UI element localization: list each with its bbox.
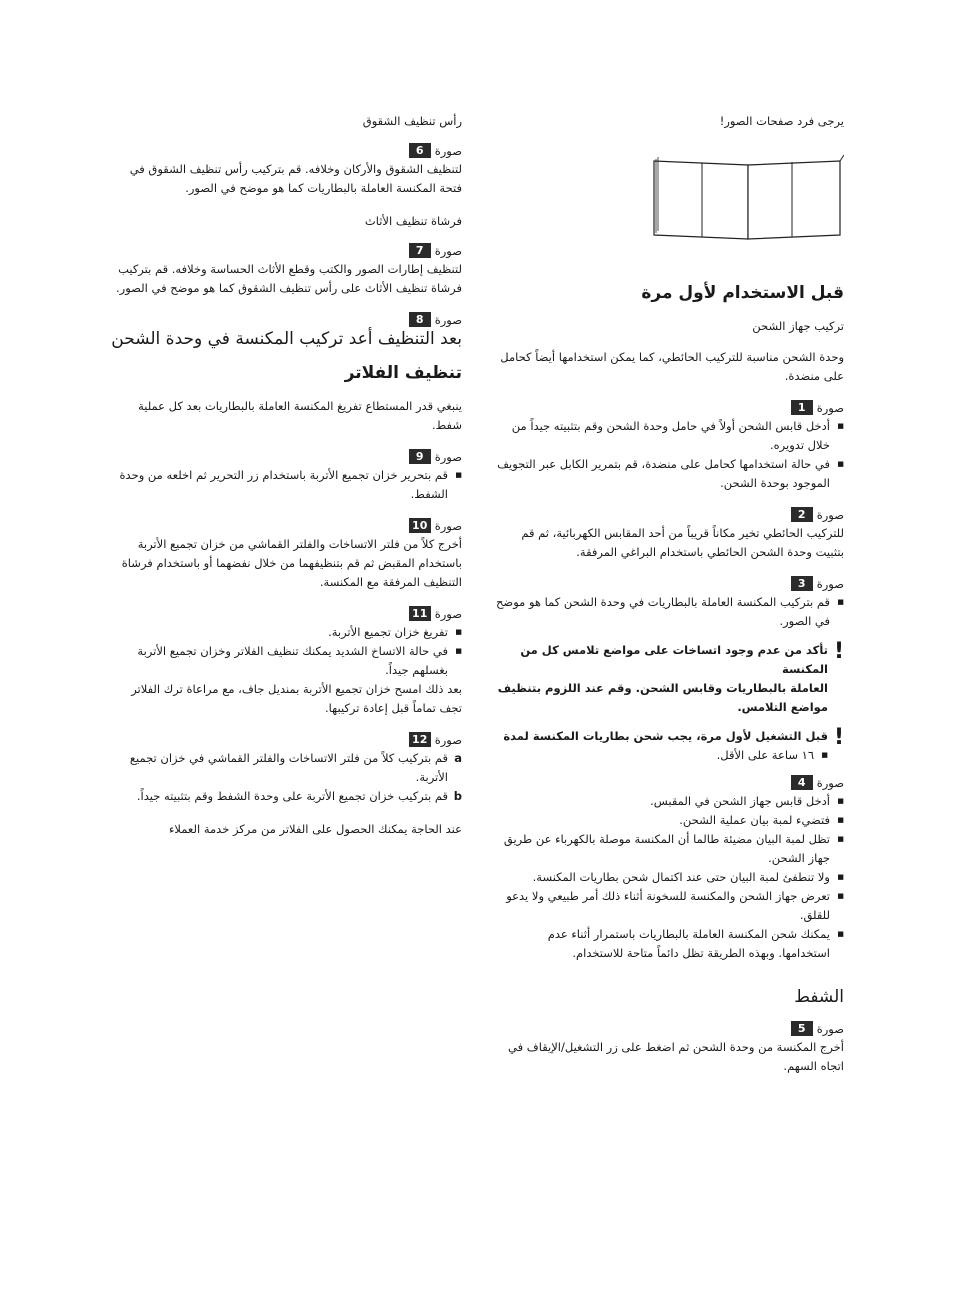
figure-number-badge: 3 [791,576,813,591]
figure-6-text: لتنظيف الشقوق والأركان وخلافه. قم بتركيب رأس تنظيف الشقوق في فتحة المكنسة العاملة بالبطاريات كما هو موضح في الصور. [129,162,462,195]
after-cleaning-title: بعد التنظيف أعد تركيب المكنسة في وحدة الشحن [111,329,462,349]
figure-10-label: صورة 10 [107,518,462,533]
warning-first-charge: ! قبل التشغيل لأول مرة، يجب شحن بطاريات المكنسة لمدة ■ ١٦ ساعة على الأقل. [496,727,844,765]
list-item: ■ فتضيء لمبة بيان عملية الشحن. [496,811,844,830]
figure-number-badge: 2 [791,507,813,522]
left-column [107,112,462,839]
suction-title: الشفط [794,987,844,1007]
figure-9-label: صورة 9 [107,449,462,464]
before-first-use-title: قبل الاستخدام لأول مرة [641,283,844,303]
figure-number-badge: 7 [409,243,431,258]
list-item: ■ تعرض جهاز الشحن والمكنسة للسخونة أثناء ذلك أمر طبيعي ولا يدعو للقلق. [496,887,844,925]
list-item: ■ أدخل قابس الشحن أولاً في حامل وحدة الشحن وقم بتثبيته جيداً من خلال تدويره. [496,417,844,455]
list-item: ■ في حالة استخدامها كحامل على منضدة، قم بتمرير الكابل عبر التجويف الموجود بوحدة الشحن. [496,455,844,493]
figure-3-label: صورة 3 [496,576,844,591]
figure-9-list [107,466,462,504]
crevice-nozzle-title: رأس تنظيف الشقوق [362,114,462,128]
figure-1-list [496,417,844,493]
figure-11-note: بعد ذلك امسح خزان تجميع الأتربة بمنديل جاف، مع مراعاة ترك الفلاتر تجف تماماً قبل إعادة تركيبها. [131,682,462,715]
warning-contacts: ! تأكد من عدم وجود اتساخات على مواضع تلامس كل من المكنسة العاملة بالبطاريات وقابس الشحن. وقم عند اللزوم بتنظيف مواضع التلامس. [496,641,844,717]
list-item: ■ قم بتحرير خزان تجميع الأتربة باستخدام زر التحرير ثم اخلعه من وحدة الشفط. [107,466,462,504]
list-item: ■ في حالة الاتساخ الشديد يمكنك تنظيف الفلاتر وخزان تجميع الأتربة بغسلهم جيداً. [107,642,462,680]
list-item: ■ تفريغ خزان تجميع الأتربة. [107,623,462,642]
figure-number-badge: 9 [409,449,431,464]
list-item: ■ يمكنك شحن المكنسة العاملة بالبطاريات باستمرار أثناء عدم استخدامها. وبهذه الطريقة تظل دائماً متاحة للاستخدام. [496,925,844,963]
figure-number-badge: 1 [791,400,813,415]
figure-11-label: صورة 11 [107,606,462,621]
filters-text: ينبغي قدر المستطاع تفريغ المكنسة العاملة بالبطاريات بعد كل عملية شفط. [138,399,462,432]
figure-number-badge: 8 [409,312,431,327]
list-item: ■ ولا تنطفئ لمبة البيان حتى عند اكتمال شحن بطاريات المكنسة. [496,868,844,887]
list-item: ■ قم بتركيب المكنسة العاملة بالبطاريات في وحدة الشحن كما هو موضح في الصور. [496,593,844,631]
filters-title: تنظيف الفلاتر [344,363,462,383]
figure-4-list [496,792,844,963]
figure-7-text: لتنظيف إطارات الصور والكتب وقطع الأثاث الحساسة وخلافه. قم بتركيب فرشاة تنظيف الأثاث على رأس تنظيف الشقوق كما هو موضح في الصور. [116,262,462,295]
figure-number-badge: 6 [409,143,431,158]
figure-number-badge: 11 [409,606,431,621]
list-item: ■ أدخل قابس جهاز الشحن في المقبس. [496,792,844,811]
figure-number-badge: 4 [791,775,813,790]
figure-1-label: صورة 1 [496,400,844,415]
step-a: a قم بتركيب كلاً من فلتر الاتساخات والفلتر القماشي في خزان تجميع الأتربة. [129,751,462,784]
figure-4-label: صورة 4 [496,775,844,790]
exclamation-icon: ! [833,725,844,750]
figure-2-text: للتركيب الحائطي تخير مكاناً قريباً من أحد المقابس الكهربائية، ثم قم بتثبيت وحدة الشحن الحائطي باستخدام البراغي المرفقة. [521,526,844,559]
furniture-brush-title: فرشاة تنظيف الأثاث [364,214,462,228]
step-b: b قم بتركيب خزان تجميع الأتربة على وحدة الشفط وقم بتثبيته جيداً. [136,789,462,803]
figure-7-label: صورة 7 [107,243,462,258]
figure-2-label: صورة 2 [496,507,844,522]
list-item: ■ ١٦ ساعة على الأقل. [503,746,828,765]
exclamation-icon: ! [833,639,844,664]
figure-3-list [496,593,844,631]
figure-6-label: صورة 6 [107,143,462,158]
figure-number-badge: 12 [409,732,431,747]
charger-text: وحدة الشحن مناسبة للتركيب الحائطي، كما يمكن استخدامها أيضاً كحامل على منضدة. [500,350,844,383]
filters-availability-note: عند الحاجة يمكنك الحصول على الفلاتر من مركز خدمة العملاء [169,822,462,836]
figure-5-text: أخرج المكنسة من وحدة الشحن ثم اضغط على زر التشغيل/الإيقاف في اتجاه السهم. [508,1040,844,1073]
figure-number-badge: 10 [409,518,431,533]
figure-8-label: صورة 8 [107,312,462,327]
figure-12-label: صورة 12 [107,732,462,747]
intro-note: يرجى فرد صفحات الصور! [719,114,844,128]
open-booklet-illustration [650,149,844,249]
right-column [496,112,844,1076]
figure-11-list [107,623,462,680]
list-item: ■ تظل لمبة البيان مضيئة طالما أن المكنسة موصلة بالكهرباء عن طريق جهاز الشحن. [496,830,844,868]
figure-number-badge: 5 [791,1021,813,1036]
figure-10-text: أخرج كلاً من فلتر الاتساخات والفلتر القماشي من خزان تجميع الأتربة باستخدام المقبض ثم قم بتنظيفهما من خلال نفضهما أو باستخدام فرشاة التنظيف المرفقة مع المكنسة. [121,537,462,589]
figure-5-label: صورة 5 [496,1021,844,1036]
charger-subtitle: تركيب جهاز الشحن [752,319,844,333]
